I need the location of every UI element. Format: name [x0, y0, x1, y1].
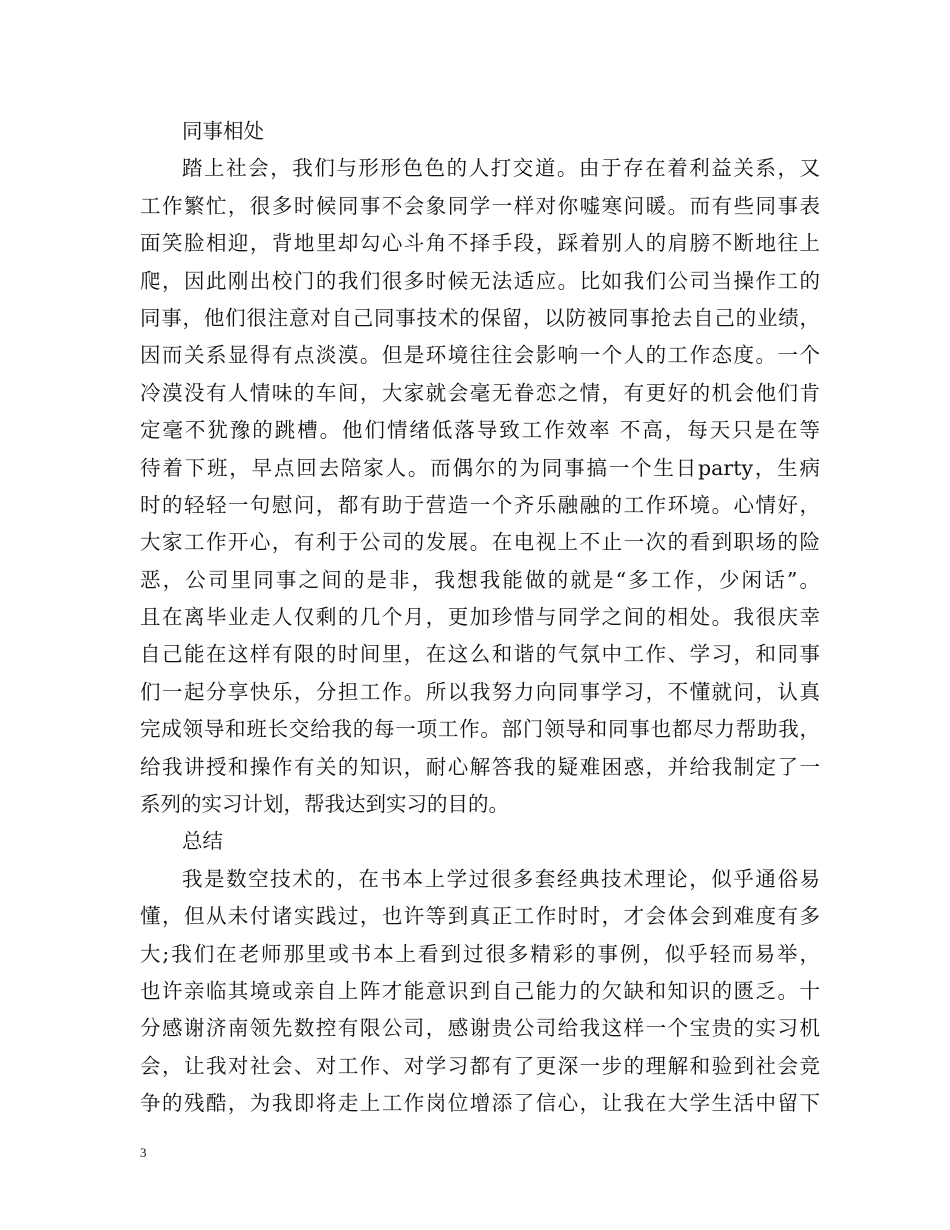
text-line: 会，让我对社会、对工作、对学习都有了更深一步的理解和验到社会竞: [140, 1053, 820, 1078]
document-body: [140, 113, 820, 1123]
text-line: 懂，但从未付诸实践过，也许等到真正工作时时，才会体会到难度有多: [140, 904, 820, 929]
text-line: 大家工作开心，有利于公司的发展。在电视上不止一次的看到职场的险: [140, 530, 820, 555]
text-line: 争的残酷，为我即将走上工作岗位增添了信心，让我在大学生活中留下: [140, 1091, 820, 1116]
section-heading: 总结: [182, 829, 223, 854]
page-number: 3: [140, 1145, 147, 1160]
text-line: 待着下班，早点回去陪家人。而偶尔的为同事搞一个生日party，生病: [140, 455, 820, 480]
text-line: 时的轻轻一句慰问，都有助于营造一个齐乐融融的工作环境。心情好，: [140, 492, 820, 517]
text-line: 同事，他们很注意对自己同事技术的保留，以防被同事抢去自己的业绩，: [140, 305, 820, 330]
text-line: 踏上社会，我们与形形色色的人打交道。由于存在着利益关系，又: [182, 156, 820, 181]
text-line: 恶，公司里同事之间的是非，我想我能做的就是“多工作，少闲话”。: [140, 567, 820, 592]
text-line: 也许亲临其境或亲自上阵才能意识到自己能力的欠缺和知识的匮乏。十: [140, 978, 820, 1003]
text-line: 因而关系显得有点淡漠。但是环境往往会影响一个人的工作态度。一个: [140, 343, 820, 368]
text-line: 们一起分享快乐，分担工作。所以我努力向同事学习，不懂就问，认真: [140, 679, 820, 704]
text-line: 系列的实习计划，帮我达到实习的目的。: [140, 792, 509, 817]
text-line: 自己能在这样有限的时间里，在这么和谐的气氛中工作、学习，和同事: [140, 642, 820, 667]
text-line: 大;我们在老师那里或书本上看到过很多精彩的事例，似乎轻而易举，: [140, 941, 820, 966]
text-line: 分感谢济南领先数控有限公司，感谢贵公司给我这样一个宝贵的实习机: [140, 1016, 820, 1041]
text-line: 完成领导和班长交给我的每一项工作。部门领导和同事也都尽力帮助我，: [140, 717, 820, 742]
text-line: 且在离毕业走人仅剩的几个月，更加珍惜与同学之间的相处。我很庆幸: [140, 605, 820, 630]
text-line: 我是数空技术的，在书本上学过很多套经典技术理论，似乎通俗易: [182, 866, 820, 891]
text-line: 工作繁忙，很多时候同事不会象同学一样对你嘘寒问暖。而有些同事表: [140, 193, 820, 218]
text-line: 面笑脸相迎，背地里却勾心斗角不择手段，踩着别人的肩膀不断地往上: [140, 231, 820, 256]
text-line: 给我讲授和操作有关的知识，耐心解答我的疑难困惑，并给我制定了一: [140, 754, 820, 779]
text-line: 爬，因此刚出校门的我们很多时候无法适应。比如我们公司当操作工的: [140, 268, 820, 293]
section-heading: 同事相处: [182, 119, 264, 143]
text-line: 定毫不犹豫的跳槽。他们情绪低落导致工作效率 不高，每天只是在等: [140, 418, 820, 443]
text-line: 冷漠没有人情味的车间，大家就会毫无眷恋之情，有更好的机会他们肯: [140, 380, 820, 405]
